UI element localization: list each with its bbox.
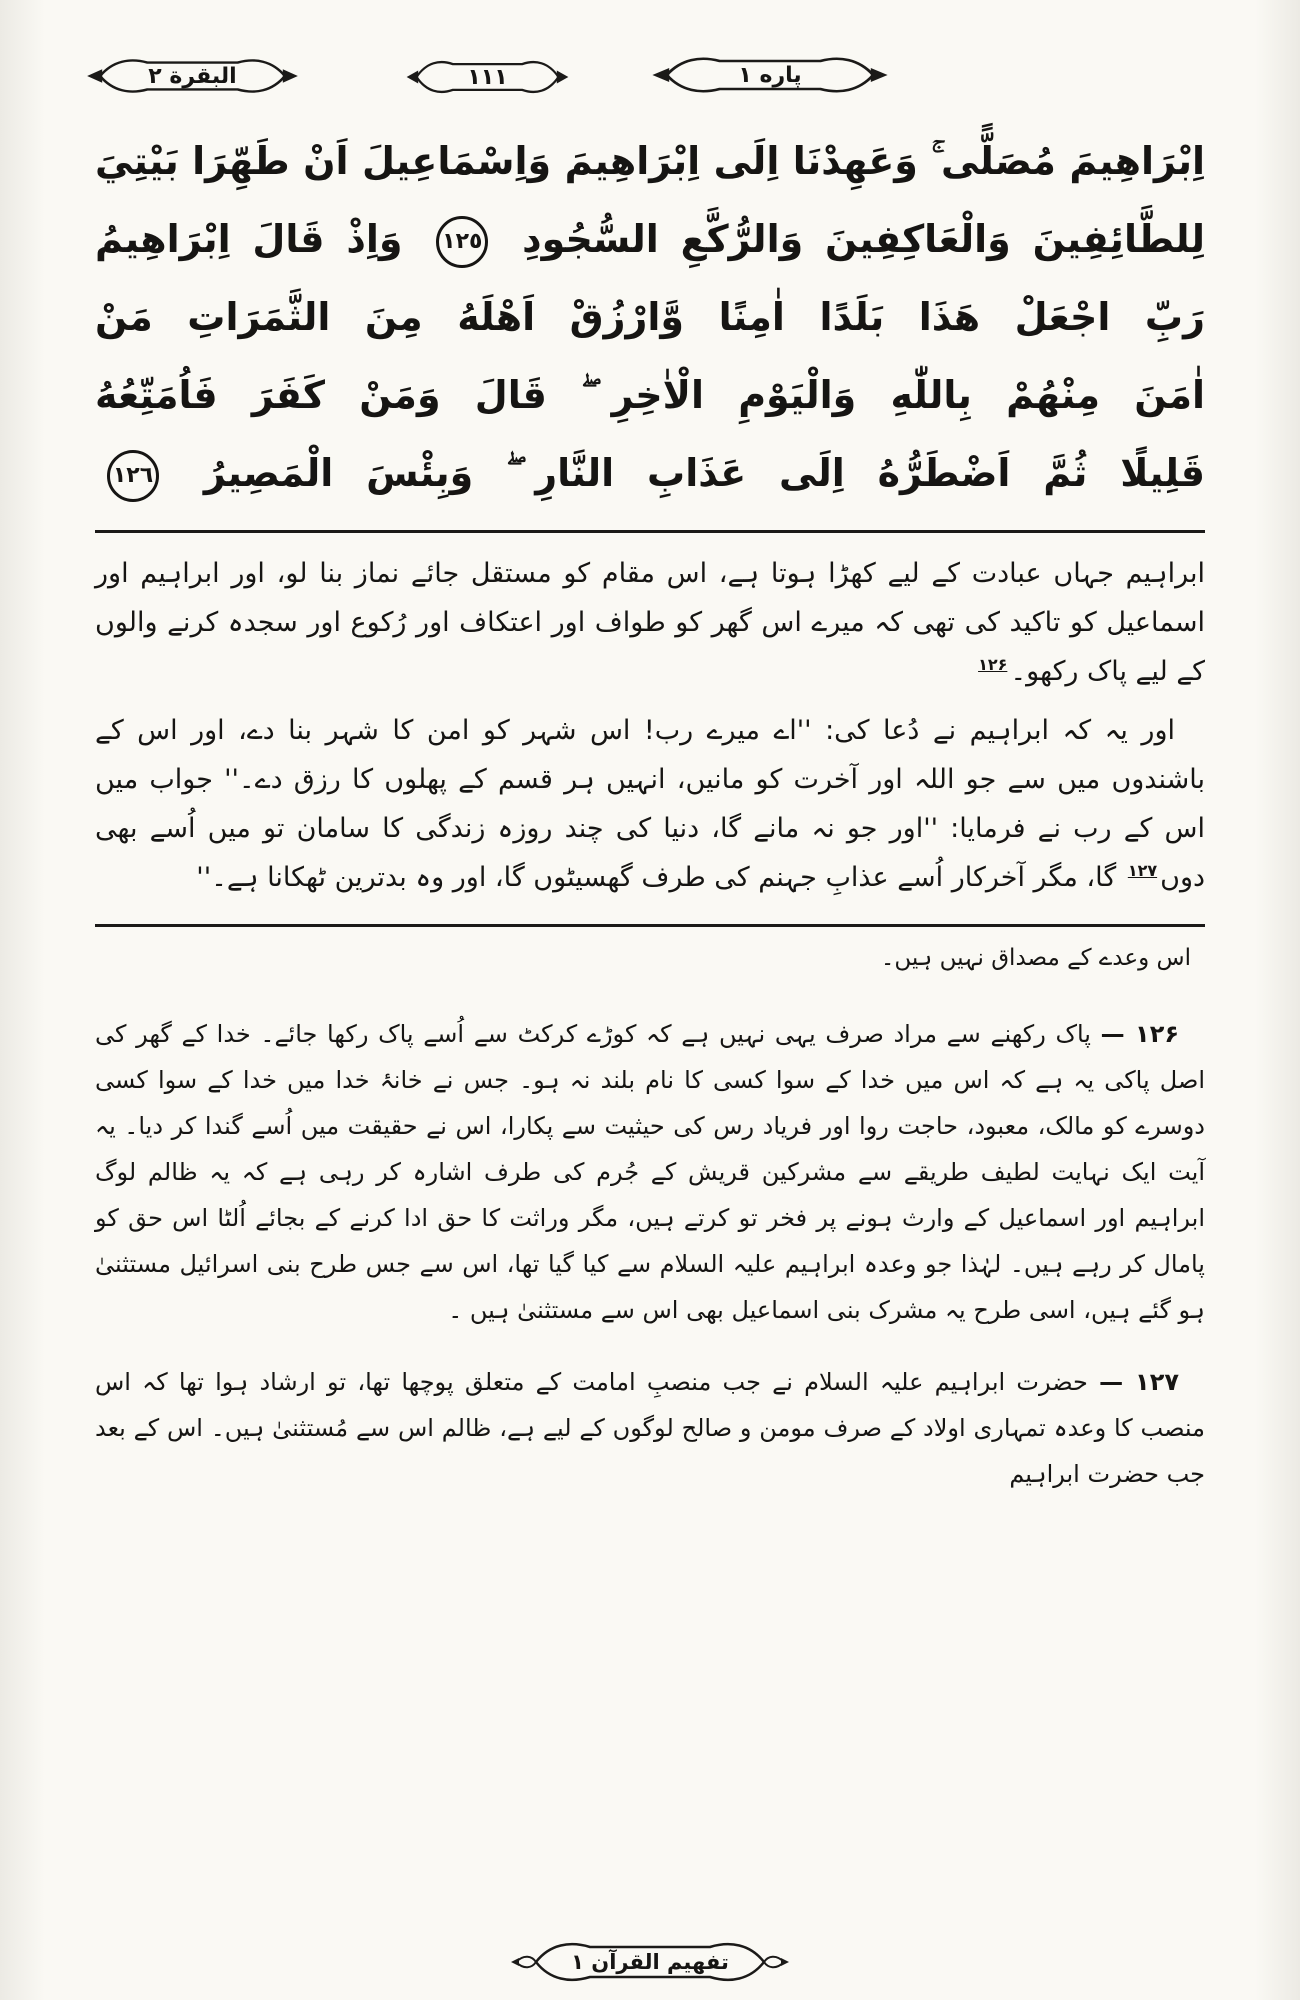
surah-label: البقرة ٢ <box>148 63 237 89</box>
translation-para-2-text-after: گا، مگر آخرکار اُسے عذابِ جہنم کی طرف گھسیٹوں گا، اور وہ بدترین ٹھکانا ہے۔'' <box>196 862 1117 893</box>
translation-section <box>95 549 1205 902</box>
quran-line-5 <box>95 434 1205 512</box>
footnote-126-text: پاک رکھنے سے مراد صرف یہی نہیں ہے کہ کوڑے کرکٹ سے اُسے پاک رکھا جائے۔ خدا کے گھر کی اصل پاکی یہ ہے کہ اس میں خدا کے سوا کسی کا نام بلند نہ ہو۔ جس نے خانۂ خدا میں خدا کے سوا کسی دوسرے کو مالک، معبود، حاجت روا اور فریاد رس کی حیثیت سے پکارا، اس نے حقیقت میں اُسے گندا کر دیا۔ یہ آیت ایک نہایت لطیف طریقے سے مشرکین قریش کے جُرم کی طرف اشارہ کر رہی ہے کہ یہ ظالم لوگ ابراہیم اور اسماعیل کے وارث ہونے پر فخر تو کرتے ہیں، مگر وراثت کا حق ادا کرنے کے بجائے اُلٹا اس حق کو پامال کر رہے ہیں۔ لہٰذا جو وعدہ ابراہیم علیہ السلام سے کیا گیا تھا، اس سے جس طرح بنی اسرائیل مستثنیٰ ہو گئے ہیں، اسی طرح یہ مشرک بنی اسماعیل بھی اس سے مستثنیٰ ہیں ۔ <box>95 1020 1205 1324</box>
footnote-127-text: حضرت ابراہیم علیہ السلام نے جب منصبِ امامت کے متعلق پوچھا تھا، تو ارشاد ہوا تھا کہ اس منصب کا وعدہ تمہاری اولاد کے صرف مومن و صالح لوگوں کے لیے ہے، ظالم اس سے مُستثنیٰ ہیں۔ اس کے بعد جب حضرت ابراہیم <box>95 1368 1205 1488</box>
translation-para-1 <box>95 549 1205 696</box>
quran-line-3-text: رَبِّ اجْعَلْ هَذَا بَلَدًا اٰمِنًا وَّارْزُقْ اَهْلَهُ مِنَ الثَّمَرَاتِ مَنْ <box>95 295 1205 339</box>
quran-line-1 <box>95 122 1205 200</box>
divider-quran-translation <box>95 530 1205 533</box>
quran-text-block <box>95 122 1205 512</box>
quran-line-2 <box>95 200 1205 278</box>
ayah-number-125: ١٢٥ <box>436 216 488 268</box>
footnote-ref-126: ۱۲۶ <box>978 655 1008 674</box>
page-header <box>0 0 1300 110</box>
page-number-cartouche <box>405 54 570 100</box>
translation-para-2 <box>95 706 1205 902</box>
footnote-127 <box>95 1359 1205 1497</box>
quran-line-2-text-after: وَاِذْ قَالَ اِبْرَاهِيمُ <box>95 217 403 261</box>
footnote-ref-127: ۱۲۷ <box>1127 861 1158 880</box>
page-number: ١١١ <box>467 64 508 90</box>
footnote-126-number: ۱۲۶ — <box>1100 1020 1179 1048</box>
footnotes-section <box>95 935 1205 1497</box>
surah-cartouche <box>85 52 300 100</box>
para-cartouche <box>650 50 890 100</box>
translation-para-1-text: ابراہیم جہاں عبادت کے لیے کھڑا ہوتا ہے، اس مقام کو مستقل جائے نماز بنا لو، اور ابراہیم اور اسماعیل کو تاکید کی تھی کہ میرے اس گھر کو طواف اور اعتکاف اور رُکوع اور سجدہ کرنے والوں کے لیے پاک رکھو۔ <box>95 558 1205 687</box>
divider-translation-footnotes <box>95 924 1205 927</box>
quran-line-4-text: اٰمَنَ مِنْهُمْ بِاللّٰهِ وَالْيَوْمِ الْاٰخِرِ ۖ قَالَ وَمَنْ كَفَرَ فَاُمَتِّعُهُ <box>95 373 1205 417</box>
quran-line-1-text: اِبْرَاهِيمَ مُصَلًّى ۚ وَعَهِدْنَا اِلَى اِبْرَاهِيمَ وَاِسْمَاعِيلَ اَنْ طَهِّرَا بَيْتِيَ <box>95 139 1205 183</box>
footer-ornament <box>510 1936 790 1988</box>
quran-line-5-text: قَلِيلًا ثُمَّ اَضْطَرُّهُ اِلَى عَذَابِ النَّارِ ۖ وَبِئْسَ الْمَصِيرُ <box>203 451 1205 495</box>
book-title: تفهيم القرآن ١ <box>571 1950 729 1974</box>
quran-line-3 <box>95 278 1205 356</box>
footnote-126 <box>95 1011 1205 1333</box>
translation-para-2-text: اور یہ کہ ابراہیم نے دُعا کی: ''اے میرے رب! اس شہر کو امن کا شہر بنا دے، اور اس کے باشندوں میں سے جو اللہ اور آخرت کو مانیں، انہیں ہر قسم کے پھلوں کا رزق دے۔'' جواب میں اس کے رب نے فرمایا: ''اور جو نہ مانے گا، دنیا کی چند روزہ زندگی کا سامان تو میں اُسے بھی دوں <box>95 715 1205 893</box>
ayah-number-126: ١٢٦ <box>107 450 159 502</box>
quran-line-4 <box>95 356 1205 434</box>
footnote-127-number: ۱۲۷ — <box>1099 1368 1179 1396</box>
quran-line-2-text: لِلطَّائِفِينَ وَالْعَاكِفِينَ وَالرُّكَّعِ السُّجُودِ <box>522 217 1206 261</box>
para-label: پاره ١ <box>738 62 802 88</box>
footnote-continuation: اس وعدے کے مصداق نہیں ہیں۔ <box>880 945 1191 971</box>
